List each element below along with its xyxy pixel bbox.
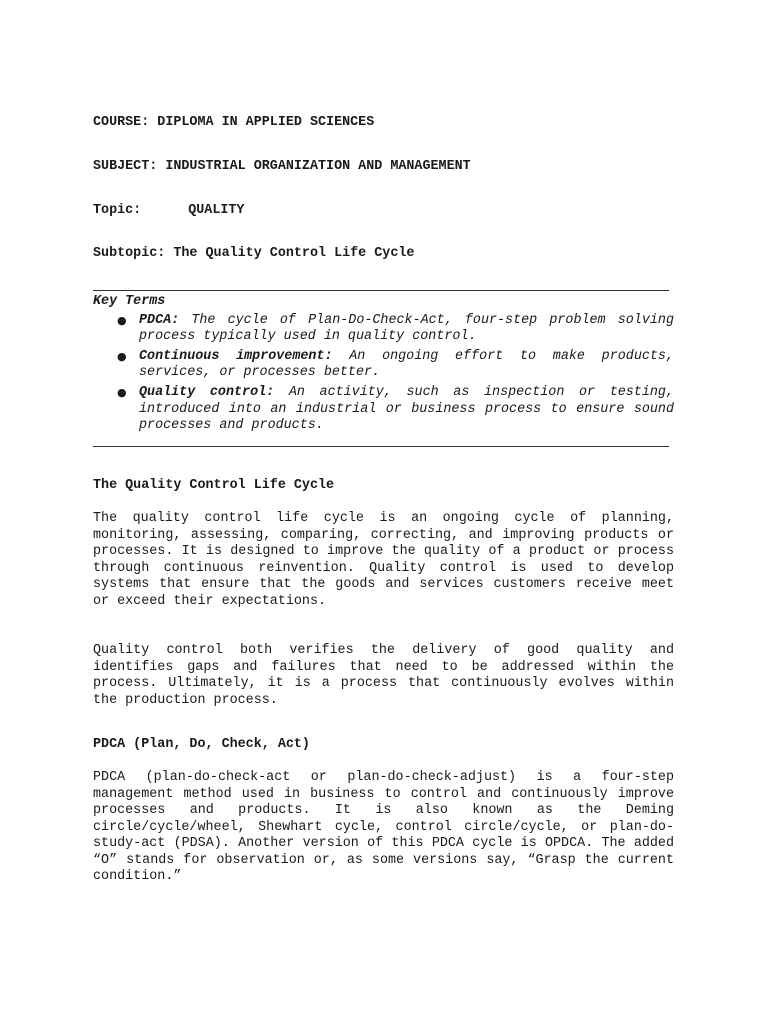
paragraph-pdca-definition: PDCA (plan-do-check-act or plan-do-check-adjust) is a four-step management method used in business to control and continuously improve processes and products. It is also known as the Deming circle/cycle/wheel, Shewhart cycle, control circle/cycle, or plan-do-study-act (PDSA). Another version of this PDCA cycle is OPDCA. The added “O” stands for observation or, as some versions say, “Grasp the current condition.” [93, 770, 674, 884]
key-term: PDCA: [139, 313, 180, 328]
paragraph-quality-control-verifies: Quality control both verifies the delivery of good quality and identifies gaps and failures that need to be addressed within the process. Ultimately, it is a process that continuously evolves within the production process. [93, 643, 674, 708]
top-divider [93, 290, 669, 291]
topic-line [93, 203, 244, 218]
key-term-definition: An activity, such as inspection or testing, introduced into an industrial or business process to ensure sound processes and products. [139, 385, 674, 433]
topic-value: QUALITY [188, 203, 245, 218]
list-item [117, 385, 674, 434]
list-item [117, 349, 674, 382]
key-term: Continuous improvement: [139, 349, 333, 365]
section-heading-pdca: PDCA (Plan, Do, Check, Act) [93, 737, 310, 752]
course-line: COURSE: DIPLOMA IN APPLIED SCIENCES [93, 115, 375, 130]
key-terms-list [117, 313, 674, 438]
list-item [117, 313, 674, 346]
key-term-definition: An ongoing effort to make products, services, or processes better. [139, 349, 674, 381]
key-terms-title: Key Terms [93, 294, 166, 309]
bullet-icon: ● [117, 386, 127, 400]
key-term-definition: The cycle of Plan-Do-Check-Act, four-step problem solving process typically used in quality control. [139, 313, 674, 345]
topic-label: Topic: [93, 203, 142, 218]
subject-line: SUBJECT: INDUSTRIAL ORGANIZATION AND MANAGEMENT [93, 159, 471, 174]
bottom-divider [93, 446, 669, 447]
bullet-icon: ● [117, 350, 127, 364]
key-term: Quality control: [139, 385, 275, 401]
subtopic-line: Subtopic: The Quality Control Life Cycle [93, 246, 415, 261]
paragraph-quality-control-intro: The quality control life cycle is an ongoing cycle of planning, monitoring, assessing, comparing, correcting, and improving products or processes. It is designed to improve the quality of a product or process through continuous reinvention. Quality control is used to develop systems that ensure that the goods and services customers receive meet or exceed their expectations. [93, 511, 674, 609]
section-heading-quality-control-life-cycle: The Quality Control Life Cycle [93, 478, 335, 493]
bullet-icon: ● [117, 314, 127, 327]
